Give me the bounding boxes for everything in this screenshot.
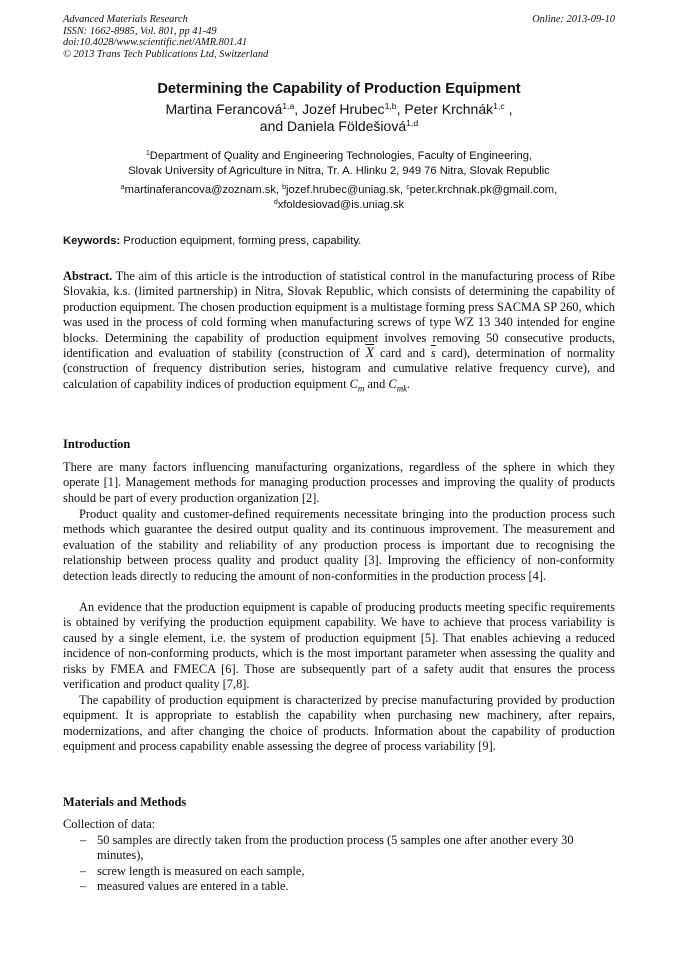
author-affil-mark: 1,b: [384, 101, 397, 112]
journal-header: [63, 14, 268, 60]
author-name: Peter Krchnák: [404, 101, 494, 117]
section-heading-introduction: Introduction: [63, 437, 131, 451]
keywords: [63, 234, 361, 248]
author-separator: ,: [396, 101, 405, 117]
collection-list: [63, 833, 615, 895]
author-affil-mark: 1,d: [406, 118, 419, 129]
list-item: – measured values are entered in a table.: [80, 879, 289, 894]
online-date: Online: 2013-09-10: [532, 14, 615, 25]
email-mark: b: [282, 184, 286, 192]
email-address[interactable]: jozef.hrubec@uniag.sk,: [286, 184, 404, 196]
paragraph: The capability of production equipment is characterized by precise manufacturing provided by production equipment. It is appropriate to establish the capability when purchasing new machinery, after repairs, modernizations, and after changing the choice of products. Information about the capability of production equipment and process capability enable assessing the degree of process variability [9].: [63, 693, 615, 754]
paragraph: Product quality and customer-defined requirements necessitate bringing into the production process such methods which guarantee the desired output quality and its continuous improvement. The measurement and evaluation of the stability and reliability of any production process is important due to recognising the relationship between process quality and product quality [3]. Improving the efficiency of non-conformity detection leads directly to reducing the amount of non-conformities in the production process [4].: [63, 507, 615, 583]
list-item: – 50 samples are directly taken from the production process (5 samples one after another every 30 minutes),: [80, 833, 574, 863]
email-mark: d: [273, 199, 278, 207]
paragraph: There are many factors influencing manufacturing organizations, regardless of the sphere in which they operate [1]. Management methods for managing production processes and improving the quality of products should be part of every production organization [2].: [63, 460, 615, 505]
affiliation-line-1: Department of Quality and Engineering Technologies, Faculty of Engineering,: [149, 150, 533, 162]
section-heading-materials-methods: Materials and Methods: [63, 795, 187, 809]
author-name: and Daniela Földešiová: [259, 118, 407, 134]
abstract: [63, 269, 615, 397]
cmk-symbol: $C_{mk}$: [388, 376, 408, 394]
author-list: [0, 101, 678, 135]
paragraph: An evidence that the production equipment is capable of producing products meeting specific requirements is obtained by verifying the production equipment capability. We have to achieve that process variability is caused by a single element, i.e. the system of production equipment [5]. That enables achieving a reduced incidence of non-conforming products, which is the most important parameter when assessing the quality and risks by FMEA and FMECA [6]. Those are subsequently part of a safety audit that ensures the process verification and product quality [7,8].: [63, 600, 615, 692]
abstract-text: card), determination of normality (construction of frequency distribution series, histogram and cumulative relative frequency curve), and calculation of capability indices of production equipment: [63, 346, 615, 391]
author-separator: ,: [294, 101, 303, 117]
cm-symbol: $C_m$: [349, 376, 365, 394]
affiliation-line-2: Slovak University of Agriculture in Nitra, Tr. A. Hlinku 2, 949 76 Nitra, Slovak Republic: [128, 165, 550, 177]
author-name: Martina Ferancová: [165, 101, 283, 117]
abstract-text: card and: [374, 346, 431, 361]
abstract-text: .: [407, 376, 411, 391]
email-mark: a: [120, 184, 125, 192]
paper-title: Determining the Capability of Production Equipment: [157, 81, 521, 97]
abstract-text: and: [364, 376, 389, 391]
author-separator: ,: [504, 101, 513, 117]
copyright-line: © 2013 Trans Tech Publications Ltd, Switzerland: [63, 48, 269, 60]
email-list: [0, 183, 678, 213]
author-affil-mark: 1,a: [282, 101, 295, 112]
doi-line: doi:10.4028/www.scientific.net/AMR.801.41: [63, 37, 248, 49]
affiliation: [0, 149, 678, 179]
email-address[interactable]: martinaferancova@zoznam.sk,: [124, 184, 280, 196]
dash-bullet-icon: –: [80, 833, 87, 847]
email-address[interactable]: xfoldesiovad@is.uniag.sk: [277, 199, 405, 211]
affiliation-mark: 1: [145, 150, 150, 158]
email-address[interactable]: peter.krchnak.pk@gmail.com,: [409, 184, 558, 196]
x-bar-symbol: $\overline{X}$: [365, 345, 375, 362]
collection-intro: Collection of data:: [63, 817, 156, 831]
abstract-label: Abstract.: [63, 269, 113, 283]
issn-line: ISSN: 1662-8985, Vol. 801, pp 41-49: [63, 25, 217, 37]
dash-bullet-icon: –: [80, 863, 87, 878]
keywords-label: Keywords:: [63, 235, 121, 247]
journal-name: Advanced Materials Research: [63, 14, 188, 25]
s-bar-symbol: $\overline{s}$: [430, 346, 436, 361]
abstract-text: The aim of this article is the introduction of statistical control in the manufacturing process of Ribe Slovakia, k.s. (limited partnership) in Nitra, Slovak Republic, which consists of determining the capability of production equipment. The chosen production equipment is a multistage forming press SACMA SP 260, which was used in the process of cold forming when manufacturing screws of type WZ 13 340 intended for engine blocks. Determining the capability of production equipment involves removing 50 consecutive products, identification and evaluation of stability (construction of: [63, 269, 615, 361]
keywords-text: Production equipment, forming press, capability.: [120, 235, 362, 247]
author-affil-mark: 1,c: [493, 101, 505, 112]
list-item: – screw length is measured on each sample,: [80, 863, 305, 878]
dash-bullet-icon: –: [80, 879, 87, 894]
author-line-1: [0, 101, 678, 118]
author-name: Jozef Hrubec: [302, 101, 385, 117]
author-line-2: [0, 118, 678, 135]
email-mark: c: [406, 184, 410, 192]
